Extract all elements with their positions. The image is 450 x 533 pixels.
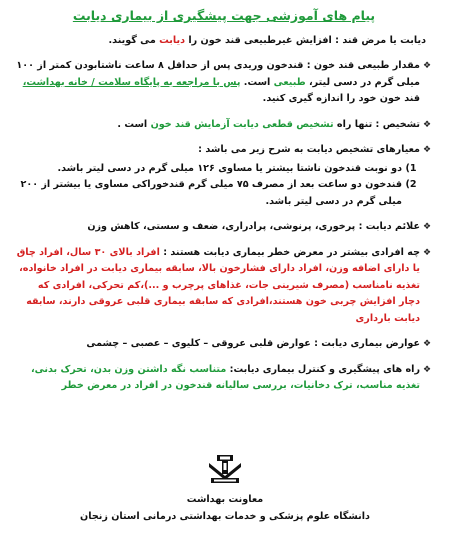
sub-item-number: 1) bbox=[405, 162, 417, 174]
bullet-icon: ❖ bbox=[422, 145, 432, 155]
intro-text-end: می گویند. bbox=[108, 35, 160, 46]
normal-sugar-text-2: است. bbox=[240, 76, 274, 88]
list-item-normal-sugar bbox=[14, 58, 434, 108]
item-body bbox=[14, 362, 420, 395]
criteria-sub-item bbox=[14, 161, 420, 178]
diagnosis-text-end: است . bbox=[117, 118, 151, 130]
list-item-criteria bbox=[14, 142, 434, 210]
intro-text: دیابت یا مرض قند : افزایش غیرطبیعی قند خون را bbox=[185, 35, 426, 46]
diagnosis-text: تشخیص : تنها راه bbox=[333, 118, 420, 130]
risk-text: چه افرادی بیشتر در معرض خطر بیماری دیابت هستند : bbox=[159, 246, 420, 258]
list-item-diagnosis bbox=[14, 117, 434, 134]
university-name: دانشگاه علوم پزشکی و خدمات بهداشتی درمانی استان زنجان bbox=[80, 511, 370, 522]
department-name: معاونت بهداشت bbox=[186, 494, 264, 505]
list-item-complications bbox=[14, 336, 434, 353]
diagnosis-highlight: تشخیص قطعی دیابت آزمایش قند خون bbox=[150, 118, 334, 130]
normal-sugar-text-3: قند خون خود را اندازه گیری کنید. bbox=[262, 93, 420, 104]
page-title: پیام های آموزشی جهت پیشگیری از بیماری دیابت bbox=[72, 8, 376, 23]
item-body bbox=[14, 58, 420, 108]
list-item-risk bbox=[14, 245, 434, 328]
criteria-heading: معیارهای تشخیص دیابت به شرح زیر می باشد : bbox=[198, 144, 420, 155]
item-body bbox=[14, 245, 420, 328]
intro-highlight: دیابت bbox=[159, 35, 186, 46]
item-body bbox=[14, 142, 420, 210]
normal-sugar-highlight: طبیعی bbox=[273, 76, 306, 88]
complications-text: عوارض بیماری دیابت : عوارض قلبی عروقی – کلیوی – عصبی – چشمی bbox=[86, 338, 420, 349]
sub-item-text: دو نوبت قندخون ناشتا بیشتر یا مساوی ۱۲۶ میلی گرم در دسی لیتر باشد. bbox=[57, 162, 402, 174]
bullet-icon: ❖ bbox=[422, 222, 432, 232]
normal-sugar-text: مقدار طبیعی قند خون : قندخون وریدی پس از حداقل ۸ ساعت ناشتابودن کمتر از ۱۰۰ میلی گرم در دسی لیتر، bbox=[16, 60, 420, 88]
bullet-icon: ❖ bbox=[422, 247, 432, 258]
criteria-sub-item bbox=[14, 177, 420, 210]
list-item-symptoms bbox=[14, 219, 434, 236]
risk-groups-text: افراد بالای ۳۰ سال، افراد چاق یا دارای اضافه وزن، افراد دارای فشارخون بالا، سابقه بیماری دیابت در افراد خانواده، تغذیه نامناسب (مصرف شیرینی جات، غذاهای پرچرب و ...)،کم تحرکی، افرادی که دچار افزایش چربی خون هستند،افرادی که سابقه بیماری قلبی عروقی دارند، سابقه دیابت بارداری bbox=[16, 246, 420, 324]
bullet-icon: ❖ bbox=[422, 119, 432, 130]
bullet-icon: ❖ bbox=[422, 61, 432, 71]
prevention-text: راه های پیشگیری و کنترل بیماری دیابت: bbox=[226, 363, 420, 375]
bullet-icon: ❖ bbox=[422, 339, 432, 349]
intro-paragraph bbox=[14, 33, 426, 48]
list-item-prevention bbox=[14, 362, 434, 395]
health-center-link[interactable]: پس با مراجعه به پایگاه سلامت / خانه بهداشت، bbox=[22, 76, 241, 88]
sub-item-number: 2) bbox=[405, 179, 417, 190]
sub-item-text: قندخون دو ساعت بعد از مصرف ۷۵ میلی گرم قندخوراکی مساوی یا بیشتر از ۲۰۰ میلی گرم در دسی لیتر باشد. bbox=[20, 179, 402, 207]
prevention-methods-text: متناسب نگه داشتن وزن بدن، تحرک بدنی، تغذیه مناسب، ترک دخانیات، بررسی سالیانه قندخون در افراد در معرض خطر bbox=[31, 363, 420, 391]
health-ministry-logo-icon bbox=[205, 454, 245, 484]
footer bbox=[0, 454, 450, 522]
symptoms-text: علائم دیابت : پرخوری، پرنوشی، پرادراری، ضعف و سستی، کاهش وزن bbox=[87, 221, 420, 232]
bullet-icon: ❖ bbox=[422, 364, 432, 375]
criteria-sub-list bbox=[14, 161, 420, 211]
item-body bbox=[14, 117, 420, 134]
